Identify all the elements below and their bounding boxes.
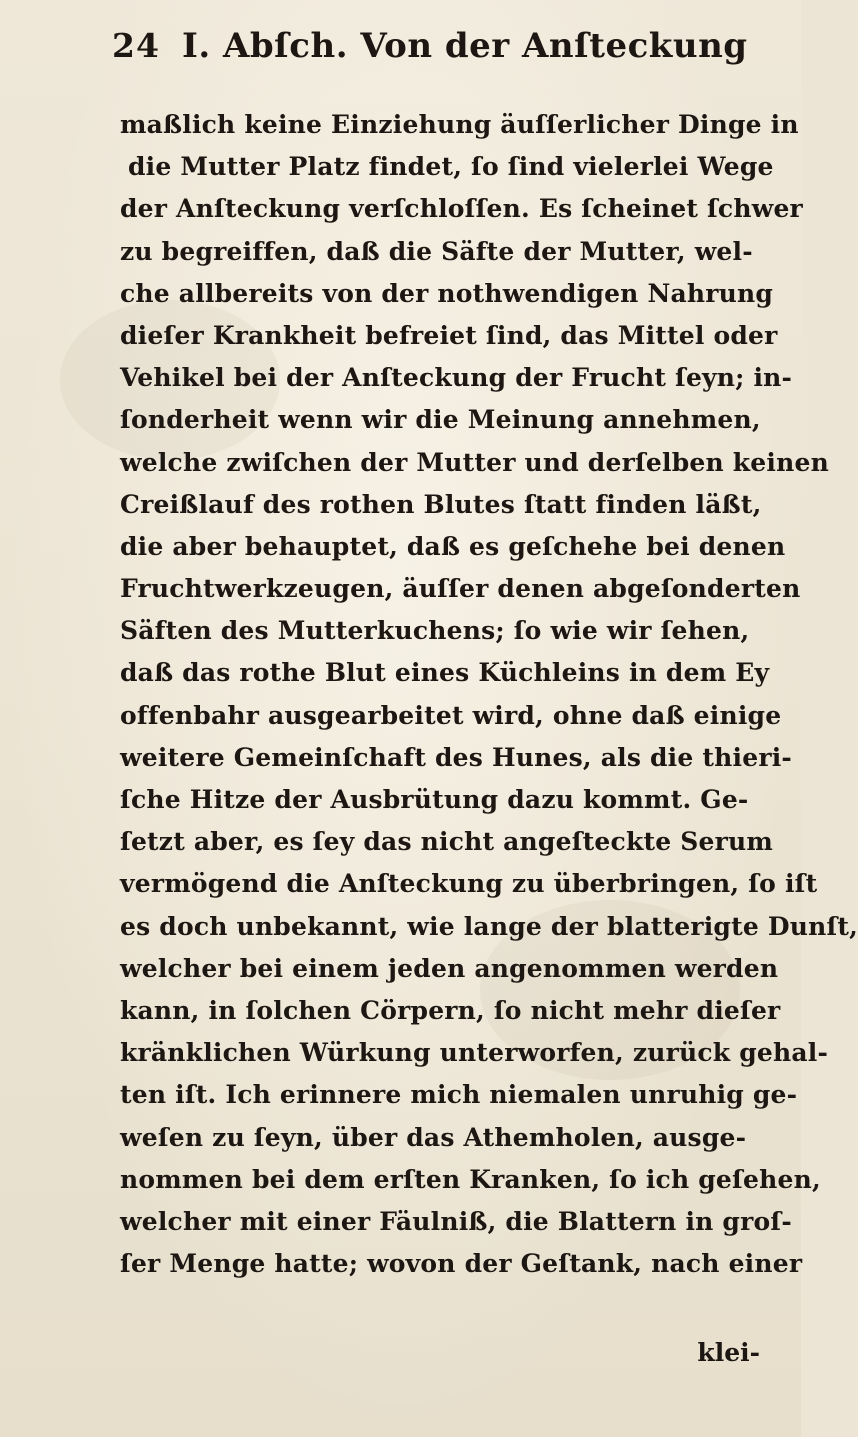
catchword-row [120, 1335, 760, 1371]
text-line: welche zwiſchen der Mutter und derſelben keinen [120, 447, 829, 477]
text-line: die Mutter Platz findet, ſo ſind vielerlei Wege [128, 152, 774, 182]
text-line: die aber behauptet, daß es geſchehe bei denen [120, 531, 786, 561]
text-line: Creißlauf des rothen Blutes ſtatt finden läßt, [120, 489, 762, 519]
text-line: maßlich keine Einziehung äuſſerlicher Dinge in [120, 110, 799, 139]
text-line: ten iſt. Ich erinnere mich niemalen unruhig ge- [120, 1080, 798, 1110]
text-line: welcher bei einem jeden angenommen werden [120, 953, 779, 983]
text-line: Vehikel bei der Anſteckung der Frucht ſeyn; in- [120, 363, 793, 393]
text-line: weitere Gemeinſchaft des Hunes, als die thieri- [120, 742, 792, 772]
text-line: Säften des Mutterkuchens; ſo wie wir ſehen, [120, 616, 750, 646]
text-line: Fruchtwerkzeugen, äuſſer denen abgeſonderten [120, 574, 801, 604]
text-line: offenbahr ausgearbeitet wird, ohne daß einige [120, 700, 782, 730]
text-line: welcher mit einer Fäulniß, die Blattern in groſ- [120, 1206, 792, 1236]
text-line: ſetzt aber, es ſey das nicht angeſteckte Serum [120, 827, 773, 857]
text-line: dieſer Krankheit befreiet ſind, das Mittel oder [120, 320, 778, 350]
page-number: 24 [112, 26, 160, 65]
text-line: kränklichen Würkung unterworfen, zurück gehal- [120, 1038, 829, 1068]
text-line: zu begreiffen, daß die Säfte der Mutter, wel- [120, 236, 753, 266]
text-line: che allbereits von der nothwendigen Nahrung [120, 278, 774, 308]
catchword: klei- [697, 1338, 760, 1367]
running-head: I. Abſch. Von der Anſteckung [181, 26, 748, 66]
text-line: es doch unbekannt, wie lange der blatterigte Dunſt, [120, 911, 858, 941]
page-header [112, 26, 748, 76]
text-line: vermögend die Anſteckung zu überbringen, ſo iſt [120, 869, 818, 899]
text-line: nommen bei dem erſten Kranken, ſo ich geſehen, [120, 1164, 821, 1194]
text-line: weſen zu ſeyn, über das Athemholen, ausge- [120, 1122, 747, 1152]
text-line: kann, in ſolchen Cörpern, ſo nicht mehr dieſer [120, 995, 781, 1025]
text-line: der Anſteckung verſchloſſen. Es ſcheinet ſchwer [120, 194, 803, 224]
text-line: daß das rothe Blut eines Küchleins in dem Ey [120, 658, 770, 688]
text-line: ſer Menge hatte; wovon der Geſtank, nach einer [120, 1249, 803, 1279]
text-line: ſche Hitze der Ausbrütung dazu kommt. Ge- [120, 785, 749, 814]
body-text [120, 104, 858, 1334]
text-line: ſonderheit wenn wir die Meinung annehmen, [120, 405, 761, 435]
